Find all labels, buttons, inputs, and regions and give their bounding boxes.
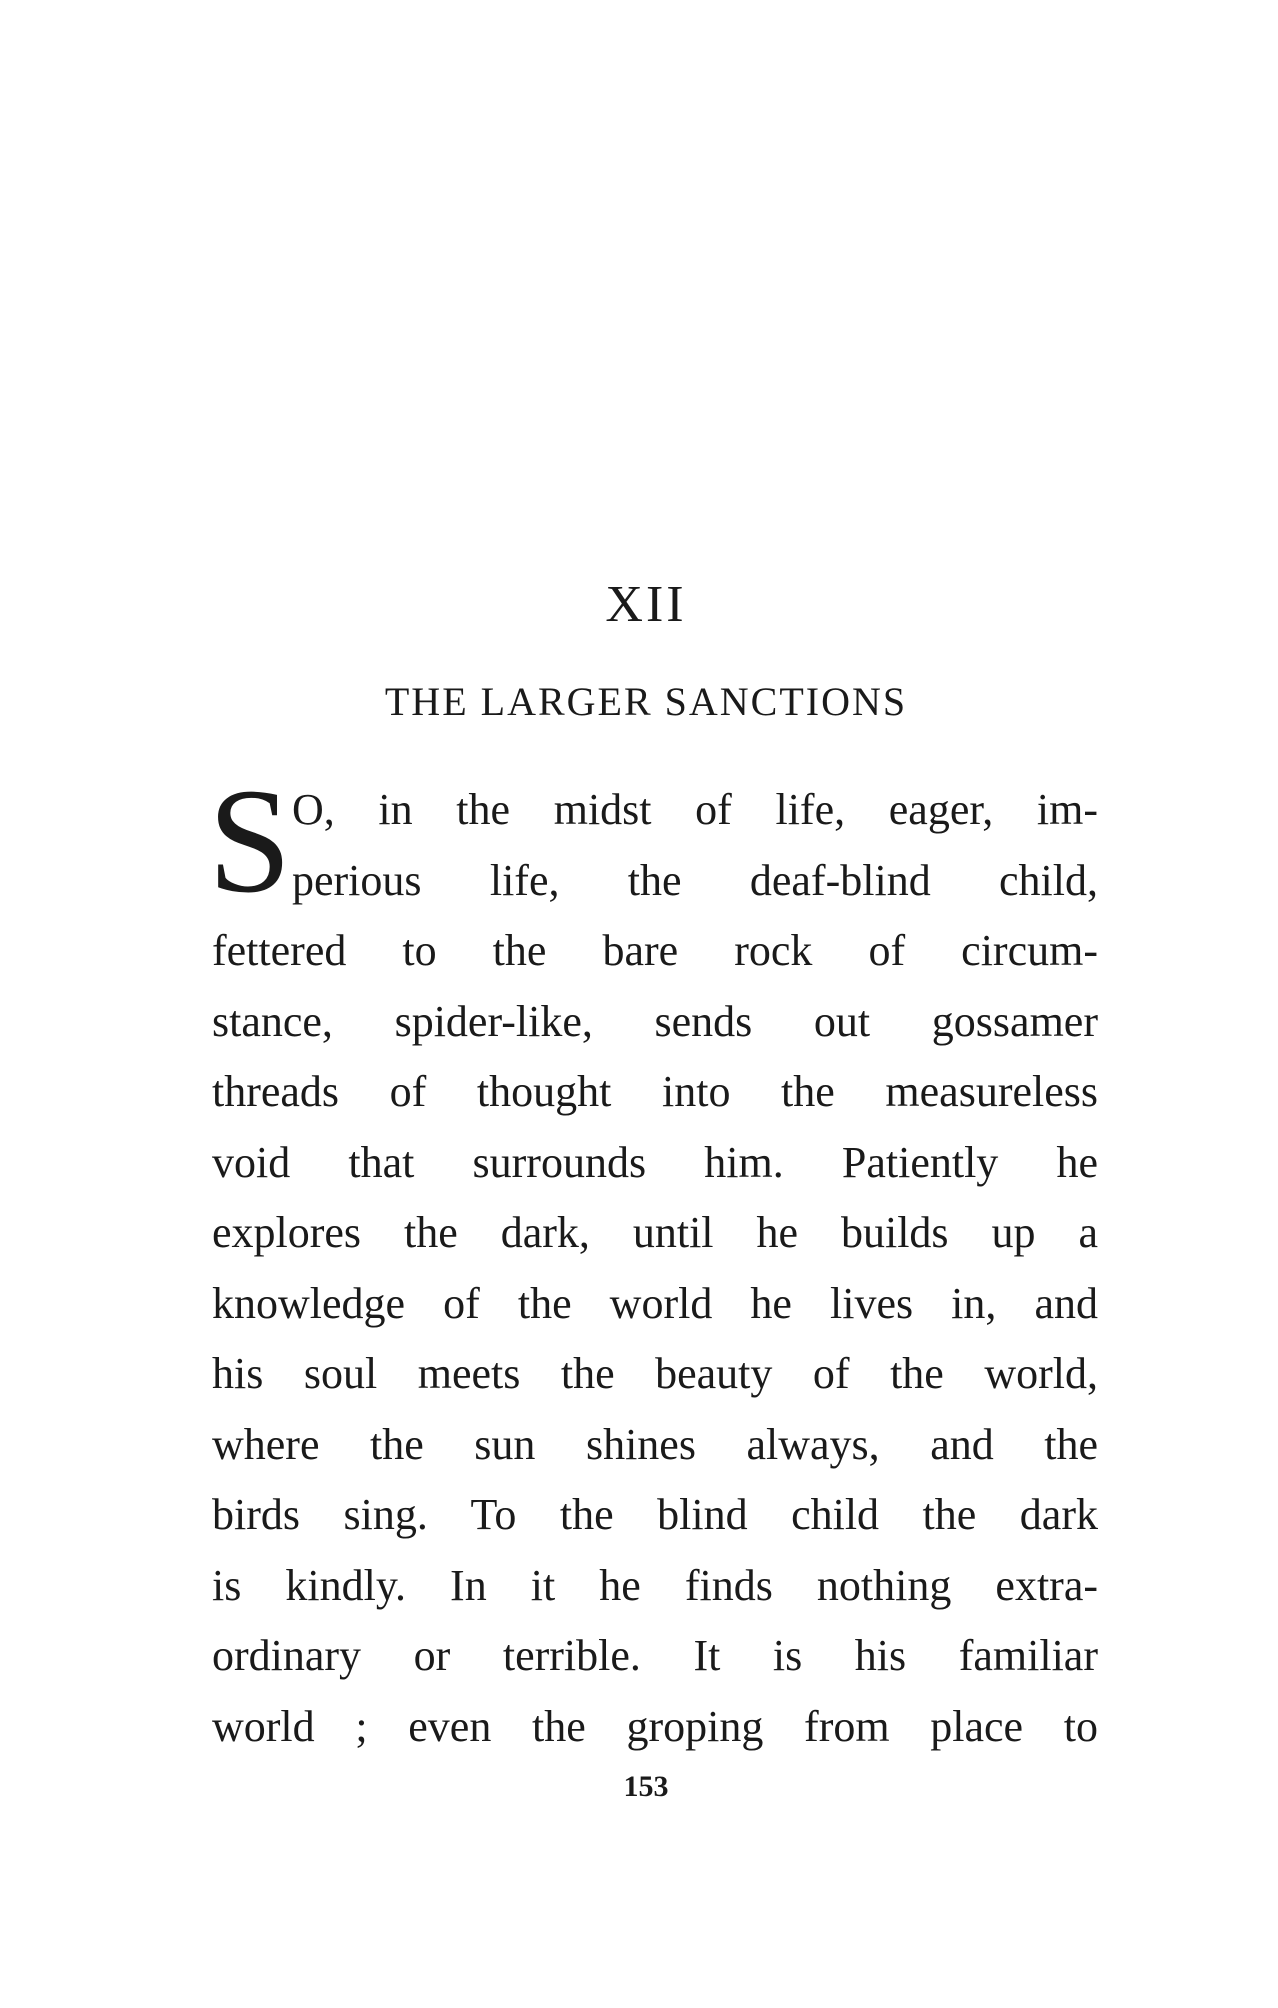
text-line: where the sun shines always, and the	[212, 1419, 1098, 1469]
drop-cap: S	[208, 758, 292, 924]
text-line: birds sing. To the blind child the dark	[212, 1490, 1098, 1539]
text-line: stance, spider-like, sends out gossamer	[212, 996, 1098, 1046]
body-paragraph	[212, 775, 1098, 1762]
text-line: void that surrounds him. Patiently he	[212, 1137, 1098, 1187]
text-line: his soul meets the beauty of the world,	[212, 1349, 1098, 1398]
text-line: threads of thought into the measureless	[212, 1067, 1098, 1116]
text-line: O, in the midst of life, eager, im-	[292, 785, 1098, 834]
text-line: fettered to the bare rock of circum-	[212, 926, 1098, 975]
text-line: knowledge of the world he lives in, and	[212, 1278, 1098, 1328]
text-line: perious life, the deaf-blind child,	[292, 855, 1098, 905]
text-line: ordinary or terrible. It is his familiar	[212, 1631, 1098, 1680]
page-number: 153	[623, 1770, 669, 1803]
text-line: is kindly. In it he finds nothing extra-	[212, 1560, 1098, 1610]
text-line: world ; even the groping from place to	[212, 1701, 1098, 1751]
chapter-number: XII	[605, 576, 687, 633]
text-line: explores the dark, until he builds up a	[212, 1208, 1098, 1257]
chapter-title: THE LARGER SANCTIONS	[384, 679, 908, 724]
